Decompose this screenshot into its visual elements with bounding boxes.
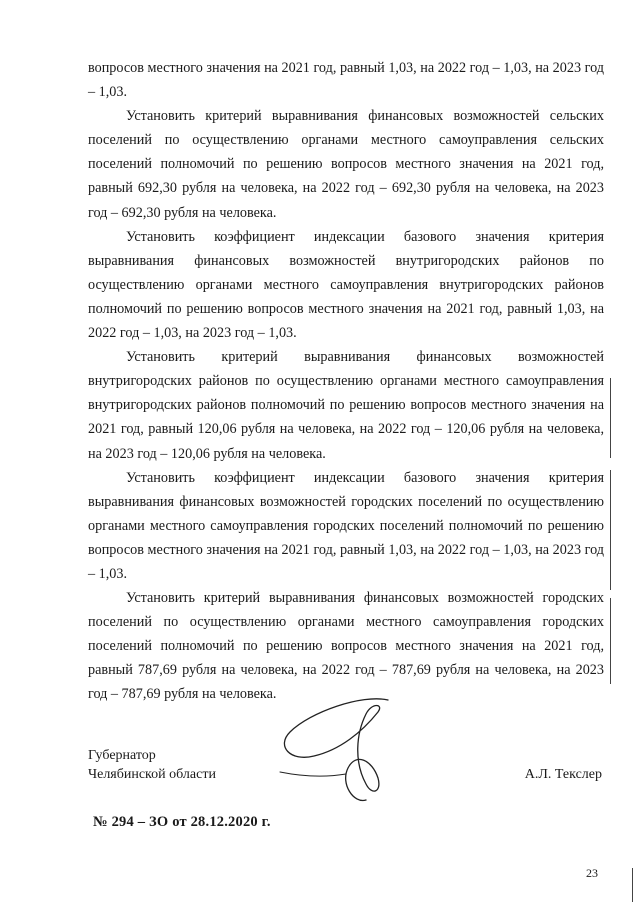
margin-mark bbox=[610, 378, 611, 458]
paragraph-intracity-coefficient: Установить коэффициент индексации базового значения критерия выравнивания финансовых возможностей внутригородских районов по осуществлению органами местного самоуправления внутригородских районов полномочий по решению вопросов местного значения на 2021 год, равный 1,03, на 2022 год – 1,03, на 2023 год – 1,03. bbox=[88, 228, 604, 342]
body-text bbox=[88, 56, 604, 707]
margin-mark bbox=[610, 470, 611, 590]
paragraph-continuation: вопросов местного значения на 2021 год, равный 1,03, на 2022 год – 1,03, на 2023 год – 1,03. bbox=[88, 60, 604, 101]
paragraph-urban-criterion: Установить критерий выравнивания финансовых возможностей городских поселений по осуществлению органами местного самоуправления городских поселений полномочий по решению вопросов местного значения на 2021 год, равный 787,69 рубля на человека, на 2022 год – 787,69 рубля на человека, на 2023 год – 787,69 рубля на человека. bbox=[88, 590, 604, 703]
paragraph-rural-criterion: Установить критерий выравнивания финансовых возможностей сельских поселений по осуществлению органами местного самоуправления сельских поселений полномочий по решению вопросов местного значения на 2021 год, равный 692,30 рубля на человека, на 2022 год – 692,30 рубля на человека, на 2023 год – 692,30 рубля на человека. bbox=[88, 108, 604, 221]
signatory-title bbox=[88, 746, 216, 784]
paragraph-urban-coefficient: Установить коэффициент индексации базового значения критерия выравнивания финансовых возможностей городских поселений по осуществлению органами местного самоуправления городских поселений полномочий по решению вопросов местного значения на 2021 год, равный 1,03, на 2022 год – 1,03, на 2023 год – 1,03. bbox=[88, 469, 604, 582]
signatory-name: А.Л. Текслер bbox=[524, 767, 602, 782]
margin-mark bbox=[632, 868, 633, 902]
paragraph-intracity-criterion: Установить критерий выравнивания финансовых возможностей внутригородских районов по осуществлению органами местного самоуправления внутригородских районов полномочий по решению вопросов местного значения на 2021 год, равный 120,06 рубля на человека, на 2022 год – 120,06 рубля на человека, на 2023 год – 120,06 рубля на человека. bbox=[88, 349, 604, 462]
signatory-title-line1: Губернатор bbox=[88, 748, 156, 763]
margin-mark bbox=[610, 598, 611, 684]
handwritten-signature bbox=[270, 692, 400, 812]
law-number: № 294 – ЗО от 28.12.2020 г. bbox=[93, 814, 271, 830]
page-number: 23 bbox=[586, 866, 598, 880]
signatory-title-line2: Челябинской области bbox=[88, 767, 216, 782]
